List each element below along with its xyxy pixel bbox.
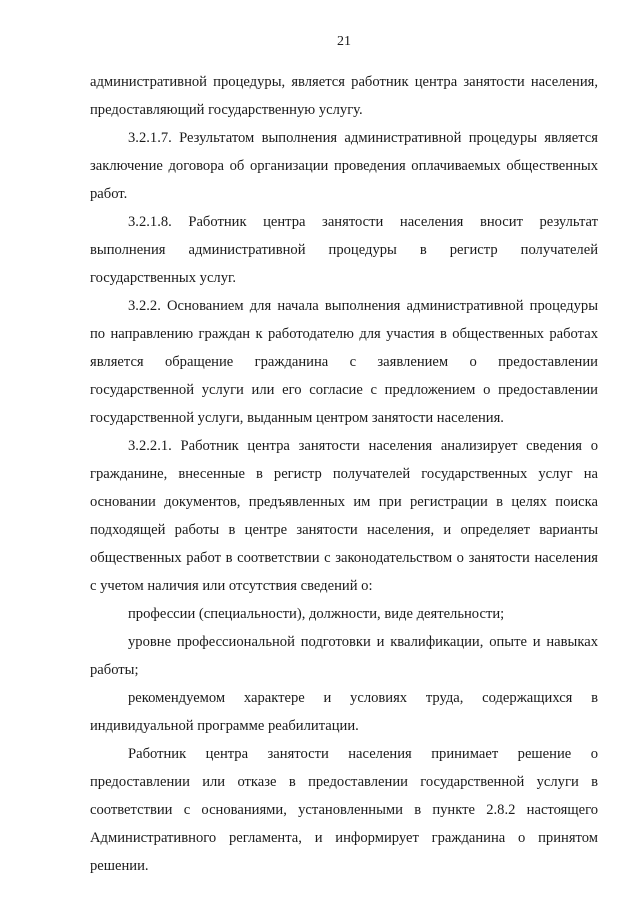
page-number: 21 (337, 34, 351, 49)
list-item-qualification: уровне профессиональной подготовки и квалификации, опыте и навыках работы; (90, 634, 598, 678)
paragraph-3-2-1-7: 3.2.1.7. Результатом выполнения административной процедуры является заключение договора об организации проведения оплачиваемых общественных работ. (90, 130, 598, 202)
list-item-profession: профессии (специальности), должности, виде деятельности; (128, 606, 505, 622)
paragraph-decision: Работник центра занятости населения принимает решение о предоставлении или отказе в предоставлении государственной услуги в соответствии с основаниями, установленными в пункте 2.8.2 настоящего Административного регламента, и информирует гражданина о принятом решении. (90, 746, 598, 874)
paragraph-continuation: административной процедуры, является работник центра занятости населения, предоставляющий государственную услугу. (90, 74, 598, 118)
paragraph-3-2-2-1: 3.2.2.1. Работник центра занятости населения анализирует сведения о гражданине, внесенные в регистр получателей государственных услуг на основании документов, предъявленных им при регистрации в целях поиска подходящей работы в центре занятости населения, и определяет варианты общественных работ в соответствии с законодательством о занятости населения с учетом наличия или отсутствия сведений о: (90, 438, 598, 594)
paragraph-3-2-1-8: 3.2.1.8. Работник центра занятости населения вносит результат выполнения административной процедуры в регистр получателей государственных услуг. (90, 214, 598, 286)
paragraph-3-2-2: 3.2.2. Основанием для начала выполнения административной процедуры по направлению граждан к работодателю для участия в общественных работах является обращение гражданина с заявлением о предоставлении государственной услуги или его согласие с предложением о предоставлении государственной услуги, выданным центром занятости населения. (90, 298, 598, 426)
list-item-work-conditions: рекомендуемом характере и условиях труда, содержащихся в индивидуальной программе реабилитации. (90, 690, 598, 734)
